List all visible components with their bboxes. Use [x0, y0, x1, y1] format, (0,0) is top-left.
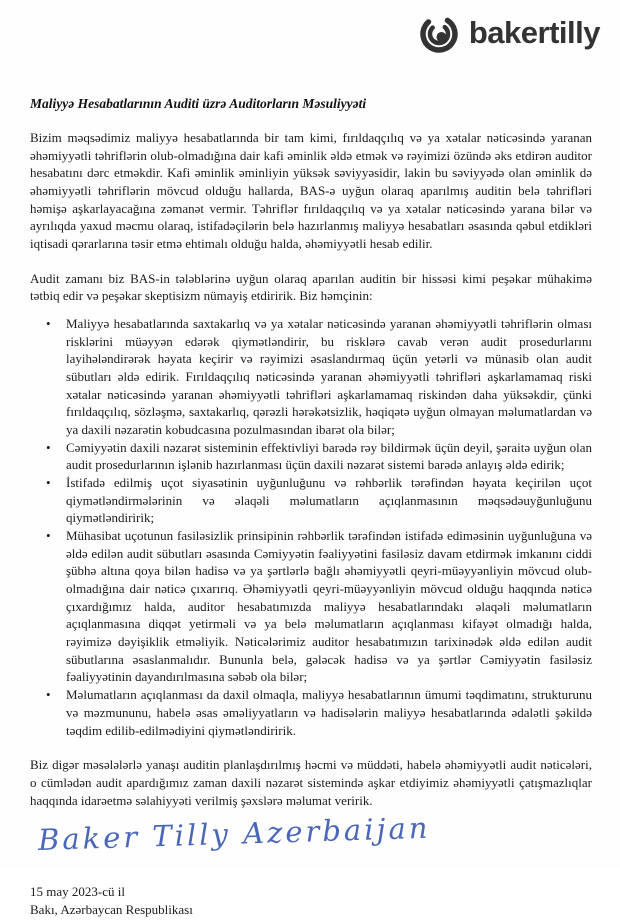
- list-item-risk-assessment: • Maliyyə hesabatlarında saxtakarlıq və ya xətalar nəticəsində yaranan əhəmiyyətli təhriflərin olması risklərini müəyyən edərək qiymətləndirir, bu risklərə cavab verən audit prosedurlarını layihələndirərək həyata keçirir və rəyimizi əsaslandırmaq üçün yetərli və münasib olan audit sübutları əldə edirik. Fırıldaqçılıq nəticəsində yaranan əhəmiyyətli təhrifləri aşkarlamamaq riski xətalar nəticəsində yaranan əhəmiyyətli təhrifləri aşkarlamamaq riskindən daha yüksəkdir, çünki fırıldaqçılıq, sözləşmə, saxtakarlıq, qərəzli hərəkətsizlik, həqiqətə uyğun olmayan məlumatlardan və ya daxili nəzarətin kobudcasına pozulmasından ibarət ola bilər;: [44, 315, 592, 439]
- paragraph-closing: Biz digər məsələlərlə yanaşı auditin planlaşdırılmış həcmi və müddəti, habelə əhəmiyyətli audit nəticələri, o cümlədən audit apardığımız zaman daxili nəzarət sistemində aşkar etdiyimiz əhəmiyyətli çatışmazlıqlar haqqında idarəetmə səlahiyyəti verilmiş şəxslərə məlumat veririk.: [30, 757, 592, 808]
- letter-body: [0, 96, 620, 920]
- document-title: Maliyyə Hesabatlarının Auditi üzrə Auditorların Məsuliyyəti: [30, 96, 367, 111]
- paragraph-professional-judgement: Audit zamanı biz BAS-in tələblərinə uyğun olaraq aparılan auditin bir hissəsi kimi peşəkar mühakimə tətbiq edir və peşəkar skeptisizm nümayiş etdiririk. Biz həmçinin:: [30, 270, 592, 304]
- date-block: [30, 883, 592, 919]
- list-item-accounting-policies: • İstifadə edilmiş uçot siyasətinin uyğunluğunu və rəhbərlik tərəfindən həyata keçirilən uçot qiymətləndirmələrinin və əlaqəli məlumatların açıqlanmasının məqsədəuyğunluğunu qiymətləndiririk;: [44, 474, 592, 527]
- list-item-internal-control: • Cəmiyyətin daxili nəzarət sisteminin effektivliyi barədə rəy bildirmək üçün deyil, şəraitə uyğun olan audit prosedurlarının işlənib hazırlanması üçün daxili nəzarət sistemi barədə anlayış əldə edirik;: [44, 439, 592, 474]
- place-line: Bakı, Azərbaycan Respublikası: [30, 902, 193, 918]
- letterhead: [0, 0, 620, 58]
- date-line: 15 may 2023-cü il: [30, 884, 125, 900]
- list-item-going-concern: • Mühasibat uçotunun fasiləsizlik prinsipinin rəhbərlik tərəfindən istifadə ediməsinin uyğunluğuna və əldə edilən audit sübutları əsasında Cəmiyyətin fəaliyyətini fasiləsiz davam etdirmək imkanını ciddi şübhə altına qoya bilən hadisə və ya şərtlərlə bağlı əhəmiyyətli qeyri-müəyyənliyin mövcud olub-olmadığına dair nəticə çıxarırıq. Əhəmiyyətli qeyri-müəyyənliyin mövcud olduğu haqqında nəticə çıxardığımız halda, auditor hesabatımızda maliyyə hesabatlarındakı əlaqəli məlumatların açıqlanmasına diqqət yetirməli və ya belə məlumatların açıqlanması kifayət olmadığı halda, rəyimizə dəyişiklik etməliyik. Nəticələrimiz auditor hesabatımızın tarixinədək əldə edilən audit sübutlarına əsaslanmalıdır. Bununla belə, gələcək hadisə və ya şərtlər Cəmiyyətin fasiləsiz fəaliyyətinin dayandırılmasına səbəb ola bilər;: [44, 527, 592, 686]
- bakertilly-swirl-icon: [417, 12, 461, 56]
- paragraph-audit-objective: Bizim məqsədimiz maliyyə hesabatlarında bir tam kimi, fırıldaqçılıq və ya xətalar nəticəsində yaranan əhəmiyyətli təhriflərin olub-olmadığına dair kafi əminlik əldə etmək və rəyimizi özündə əks etdirən auditor hesabatını dərc etməkdir. Kafi əminlik əminliyin yüksək səviyyəsidir, lakin bu səviyyədə olan əminlik də əhəmiyyətli təhriflərin mövcud olduğu hallarda, BAS-ə uyğun olaraq aparılmış auditin belə təhrifləri həmişə aşkarlayacağına zəmanət vermir. Təhriflər fırıldaqçılıq və ya xətalar nəticəsində yarana bilər və ayrılıqda yaxud məcmu olaraq, istifadəçilərin belə hazırlanmış maliyyə hesabatları əsasında qəbul etdikləri iqtisadi qərarlarına təsir etmə ehtimalı olduğu halda, əhəmiyyətli hesab edilir.: [30, 130, 592, 252]
- responsibilities-list: [30, 315, 592, 739]
- handwritten-signature: Baker Tilly Azerbaijan: [37, 810, 431, 858]
- brand-name: bakertilly: [468, 14, 600, 50]
- list-item-presentation: • Məlumatların açıqlanması da daxil olmaqla, maliyyə hesabatlarının ümumi təqdimatını, strukturunu və məzmununu, habelə əsas əməliyyatların və hadisələrin maliyyə hesabatlarında ədalətli şəkildə təqdim edilib-edilmədiyini qiymətləndiririk.: [44, 686, 592, 739]
- bakertilly-logo: [417, 12, 600, 56]
